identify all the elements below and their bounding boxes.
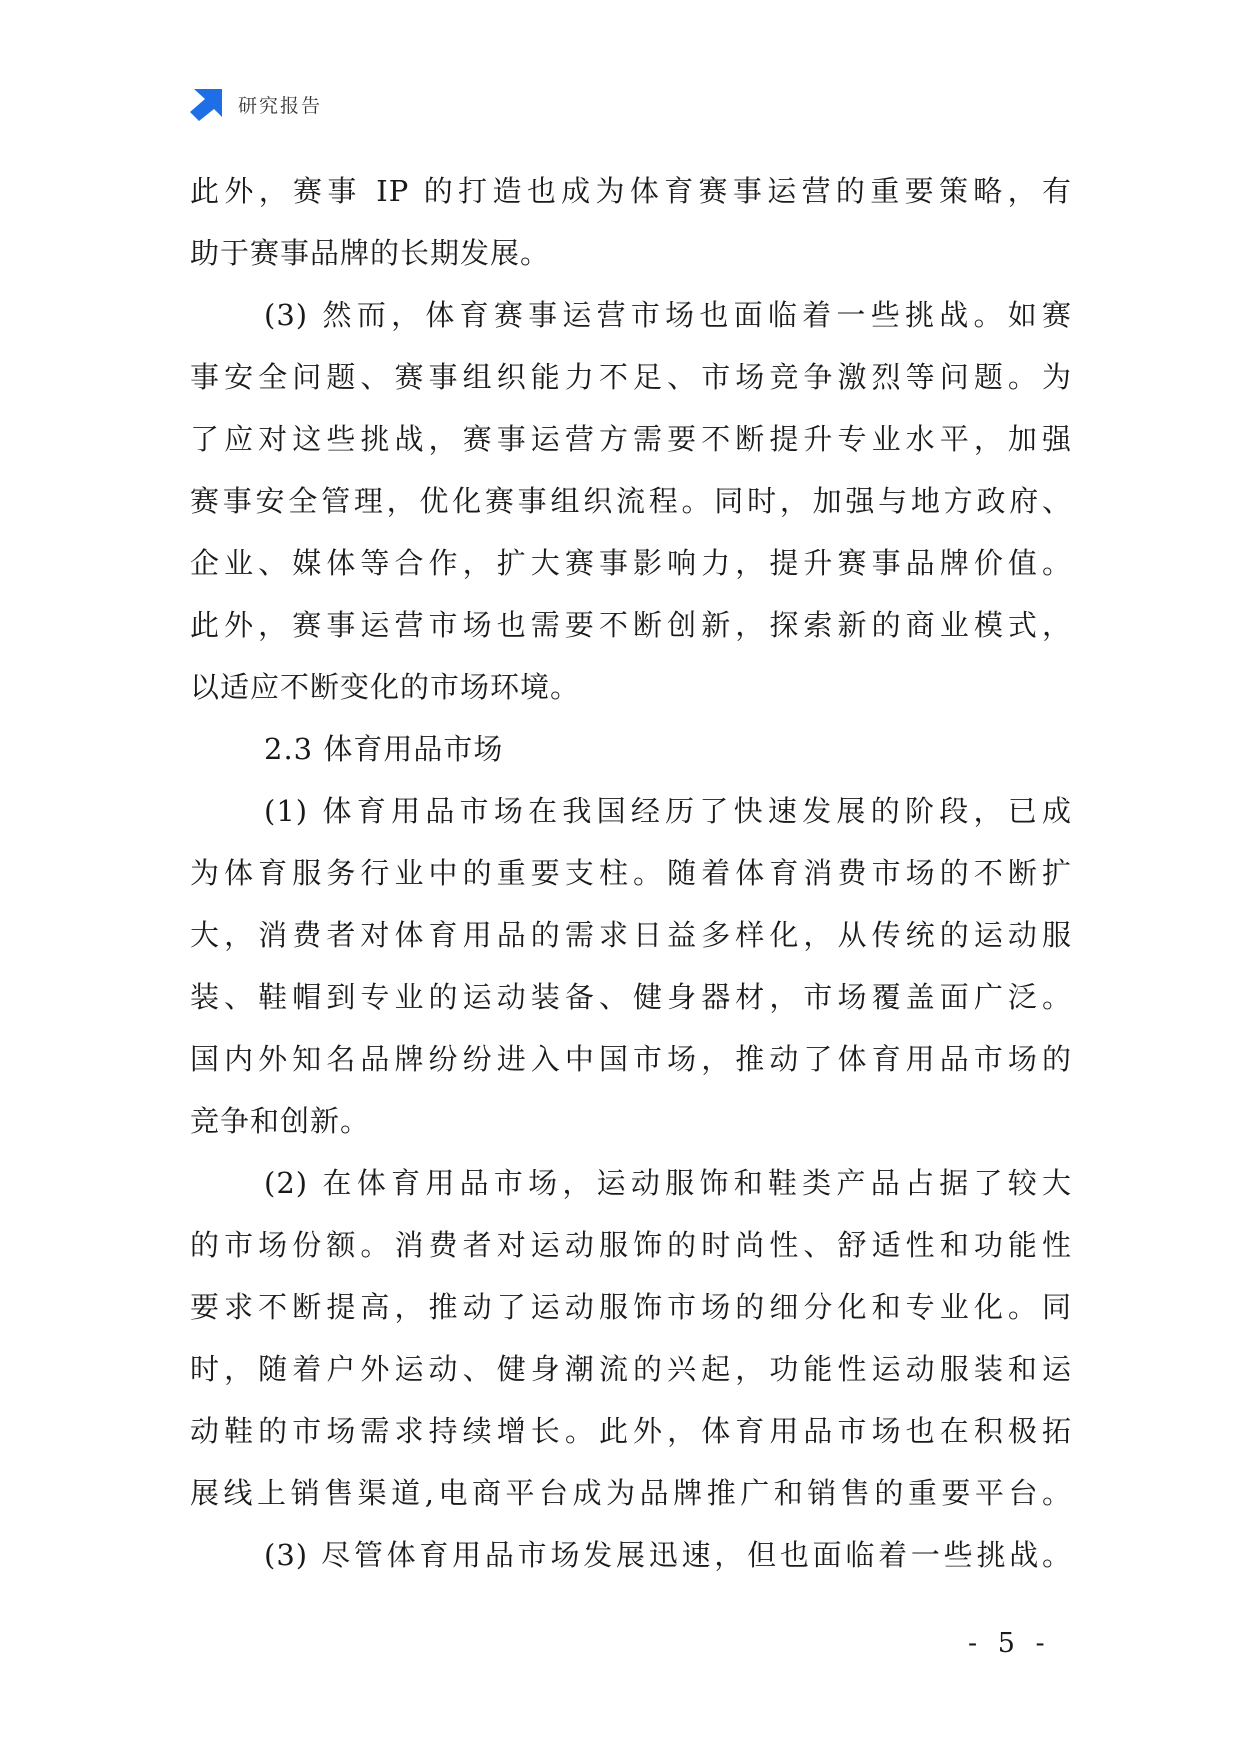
paragraph-start-line: (2) 在体育用品市场，运动服饰和鞋类产品占据了较大 [264, 1166, 1072, 1200]
text-line: 大，消费者对体育用品的需求日益多样化，从传统的运动服 [190, 918, 1072, 952]
text-line: 国内外知名品牌纷纷进入中国市场，推动了体育用品市场的 [190, 1042, 1072, 1076]
arrow-up-right-logo-icon [190, 87, 224, 121]
text-line: 了应对这些挑战，赛事运营方需要不断提升专业水平，加强 [190, 422, 1072, 456]
text-line: 装、鞋帽到专业的运动装备、健身器材，市场覆盖面广泛。 [190, 980, 1072, 1014]
text-line: 事安全问题、赛事组织能力不足、市场竞争激烈等问题。为 [190, 360, 1072, 394]
page-number: - 5 - [968, 1628, 1051, 1659]
body-text [190, 160, 1072, 1586]
text-line: 此外，赛事运营市场也需要不断创新，探索新的商业模式， [190, 608, 1072, 642]
paragraph-start-line: (3) 然而，体育赛事运营市场也面临着一些挑战。如赛 [264, 298, 1072, 332]
text-line: 赛事安全管理，优化赛事组织流程。同时，加强与地方政府、 [190, 484, 1072, 518]
text-line: 助于赛事品牌的长期发展。 [190, 236, 551, 270]
text-line: 此外，赛事 IP 的打造也成为体育赛事运营的重要策略，有 [190, 174, 1072, 208]
text-line: 竞争和创新。 [190, 1104, 371, 1138]
text-line: 展线上销售渠道,电商平台成为品牌推广和销售的重要平台。 [190, 1476, 1072, 1510]
text-line: 动鞋的市场需求持续增长。此外，体育用品市场也在积极拓 [190, 1414, 1072, 1448]
section-heading: 2.3 体育用品市场 [264, 732, 504, 766]
paragraph-start-line: (1) 体育用品市场在我国经历了快速发展的阶段，已成 [264, 794, 1072, 828]
text-line: 企业、媒体等合作，扩大赛事影响力，提升赛事品牌价值。 [190, 546, 1072, 580]
text-line: 为体育服务行业中的重要支柱。随着体育消费市场的不断扩 [190, 856, 1072, 890]
text-line: 的市场份额。消费者对运动服饰的时尚性、舒适性和功能性 [190, 1228, 1072, 1262]
page-header [190, 86, 322, 122]
text-line: 要求不断提高，推动了运动服饰市场的细分化和专业化。同 [190, 1290, 1072, 1324]
text-line: 以适应不断变化的市场环境。 [190, 670, 581, 704]
paragraph-start-line: (3) 尽管体育用品市场发展迅速，但也面临着一些挑战。 [264, 1538, 1072, 1572]
header-title: 研究报告 [238, 94, 323, 117]
text-line: 时，随着户外运动、健身潮流的兴起，功能性运动服装和运 [190, 1352, 1072, 1386]
